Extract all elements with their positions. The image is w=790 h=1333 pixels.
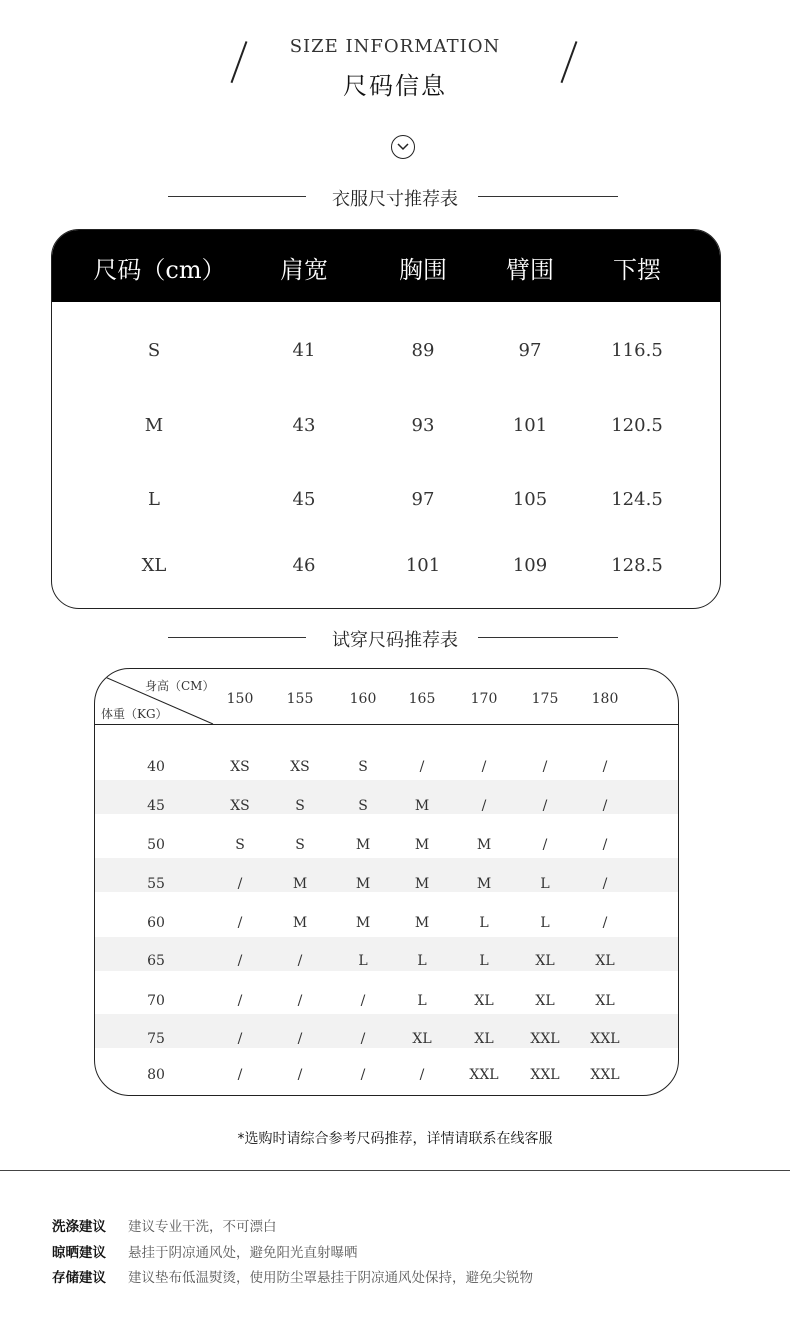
size-table-cell: M: [144, 415, 164, 436]
size-table-cell: 101: [405, 555, 441, 576]
fit-table-size-cell: /: [481, 759, 487, 775]
fit-table-size-cell: /: [419, 1067, 425, 1083]
size-table-cell: 97: [411, 489, 435, 510]
fit-table-size-cell: /: [237, 1031, 243, 1047]
size-table-cell: XL: [141, 555, 167, 576]
fit-table-size-cell: /: [237, 953, 243, 969]
care-text: 悬挂于阴凉通风处，避免阳光直射曝晒: [128, 1245, 358, 1261]
size-table-header-cell: 臂围: [506, 256, 554, 284]
page-title-en: SIZE INFORMATION: [289, 36, 501, 57]
fit-table-size-cell: /: [542, 798, 548, 814]
fit-table-size-cell: L: [540, 876, 550, 892]
size-table-cell: S: [147, 340, 161, 361]
fit-table-header-divider: [95, 724, 678, 725]
fit-table-size-cell: XXL: [469, 1067, 499, 1083]
fit-table-weight-cell: 45: [147, 798, 165, 814]
fit-table-size-cell: /: [602, 915, 608, 931]
size-table-cell: 128.5: [611, 555, 663, 576]
fit-table-weight-cell: 55: [147, 876, 165, 892]
fit-table-size-cell: XXL: [530, 1031, 560, 1047]
fit-table-weight-cell: 60: [147, 915, 165, 931]
fit-table-size-cell: XS: [290, 759, 310, 775]
fit-table-size-cell: /: [419, 759, 425, 775]
size-table-cell: 124.5: [611, 489, 663, 510]
fit-table-size-cell: S: [295, 837, 305, 853]
fit-table-size-cell: M: [414, 798, 430, 814]
section2-title: 试穿尺码推荐表: [332, 630, 458, 651]
fit-table-size-cell: XL: [595, 993, 615, 1009]
fit-table-size-cell: L: [358, 953, 368, 969]
fit-table-size-cell: XL: [474, 993, 494, 1009]
fit-table-size-cell: /: [237, 993, 243, 1009]
fit-table-size-cell: L: [479, 953, 489, 969]
size-table-header-cell: 肩宽: [280, 256, 328, 284]
fit-table-size-cell: XXL: [530, 1067, 560, 1083]
fit-table-size-cell: /: [237, 876, 243, 892]
size-table-header: [52, 230, 720, 302]
fit-table-height-header: 160: [349, 691, 377, 707]
fit-table-size-cell: /: [360, 1067, 366, 1083]
fit-table-size-cell: XXL: [590, 1067, 620, 1083]
fit-table-size-cell: /: [297, 993, 303, 1009]
fit-table-size-cell: /: [297, 953, 303, 969]
fit-table-height-header: 170: [470, 691, 498, 707]
fit-table-height-header: 150: [226, 691, 254, 707]
fit-table-weight-cell: 40: [147, 759, 165, 775]
fit-table-size-cell: /: [602, 798, 608, 814]
size-table-cell: 46: [292, 555, 316, 576]
fit-table-weight-cell: 65: [147, 953, 165, 969]
fit-table-weight-cell: 75: [147, 1031, 165, 1047]
fit-table-size-cell: XL: [412, 1031, 432, 1047]
fit-table-weight-cell: 50: [147, 837, 165, 853]
fit-table-size-cell: L: [417, 953, 427, 969]
fit-table-size-cell: L: [540, 915, 550, 931]
fit-table-size-cell: /: [360, 1031, 366, 1047]
fit-table-size-cell: XL: [595, 953, 615, 969]
section1-title: 衣服尺寸推荐表: [332, 189, 458, 210]
fit-table-size-cell: M: [476, 837, 492, 853]
fit-table-size-cell: /: [297, 1031, 303, 1047]
fit-table-size-cell: XS: [230, 798, 250, 814]
fit-table-size-cell: /: [542, 837, 548, 853]
size-table: [51, 229, 721, 609]
fit-table-weight-cell: 70: [147, 993, 165, 1009]
size-table-cell: 93: [411, 415, 435, 436]
fit-table-size-cell: /: [237, 915, 243, 931]
size-table-cell: 116.5: [611, 340, 663, 361]
fit-table-height-header: 165: [408, 691, 436, 707]
chevron-down-circle-icon: [391, 135, 415, 159]
fit-table-size-cell: M: [292, 915, 308, 931]
fit-table-size-cell: M: [292, 876, 308, 892]
fit-table: [94, 668, 679, 1096]
fit-table-size-cell: /: [602, 759, 608, 775]
fit-table-height-header: 155: [286, 691, 314, 707]
fit-table-size-cell: XS: [230, 759, 250, 775]
fit-table-size-cell: /: [297, 1067, 303, 1083]
size-note: *选购时请综合参考尺码推荐，详情请联系在线客服: [237, 1131, 553, 1147]
fit-table-height-header: 175: [531, 691, 559, 707]
size-table-cell: 41: [292, 340, 316, 361]
care-text: 建议垫布低温熨烫，使用防尘罩悬挂于阴凉通风处保持，避免尖锐物: [128, 1270, 533, 1286]
fit-table-size-cell: /: [602, 876, 608, 892]
size-table-cell: L: [148, 489, 160, 510]
fit-table-size-cell: XL: [535, 953, 555, 969]
care-row-wash: [52, 1215, 277, 1235]
fit-table-size-cell: M: [355, 876, 371, 892]
size-table-cell: 89: [411, 340, 435, 361]
fit-table-size-cell: L: [479, 915, 489, 931]
size-table-cell: 101: [512, 415, 548, 436]
fit-table-size-cell: /: [360, 993, 366, 1009]
fit-table-size-cell: /: [237, 1067, 243, 1083]
care-row-store: [52, 1266, 533, 1286]
fit-table-size-cell: L: [417, 993, 427, 1009]
fit-table-height-header: 180: [591, 691, 619, 707]
fit-table-size-cell: S: [295, 798, 305, 814]
size-table-header-cell: 尺码（cm）: [93, 256, 226, 284]
fit-table-size-cell: M: [355, 915, 371, 931]
footer-divider: [0, 1170, 790, 1171]
care-label: 洗涤建议: [52, 1219, 106, 1235]
fit-table-size-cell: M: [355, 837, 371, 853]
size-table-cell: 109: [512, 555, 548, 576]
page-title-cn: 尺码信息: [343, 72, 447, 100]
care-label: 晾晒建议: [52, 1245, 106, 1261]
fit-table-size-cell: M: [414, 915, 430, 931]
size-table-cell: 105: [512, 489, 548, 510]
size-table-cell: 45: [292, 489, 316, 510]
fit-table-corner-height-label: 身高（CM）: [145, 679, 215, 693]
fit-table-size-cell: /: [602, 837, 608, 853]
size-table-cell: 97: [518, 340, 542, 361]
fit-table-size-cell: /: [542, 759, 548, 775]
fit-table-size-cell: M: [414, 876, 430, 892]
size-table-cell: 43: [292, 415, 316, 436]
fit-table-size-cell: S: [235, 837, 245, 853]
fit-table-size-cell: S: [358, 798, 368, 814]
fit-table-size-cell: /: [481, 798, 487, 814]
care-row-dry: [52, 1241, 358, 1261]
fit-table-size-cell: M: [476, 876, 492, 892]
fit-table-weight-cell: 80: [147, 1067, 165, 1083]
size-table-header-cell: 下摆: [613, 256, 661, 284]
fit-table-size-cell: XXL: [590, 1031, 620, 1047]
care-label: 存储建议: [52, 1270, 106, 1286]
size-table-header-cell: 胸围: [399, 256, 447, 284]
fit-table-size-cell: XL: [535, 993, 555, 1009]
fit-table-size-cell: XL: [474, 1031, 494, 1047]
care-text: 建议专业干洗，不可漂白: [128, 1219, 277, 1235]
fit-table-size-cell: M: [414, 837, 430, 853]
fit-table-corner-weight-label: 体重（KG）: [101, 707, 168, 721]
size-table-cell: 120.5: [611, 415, 663, 436]
fit-table-size-cell: S: [358, 759, 368, 775]
